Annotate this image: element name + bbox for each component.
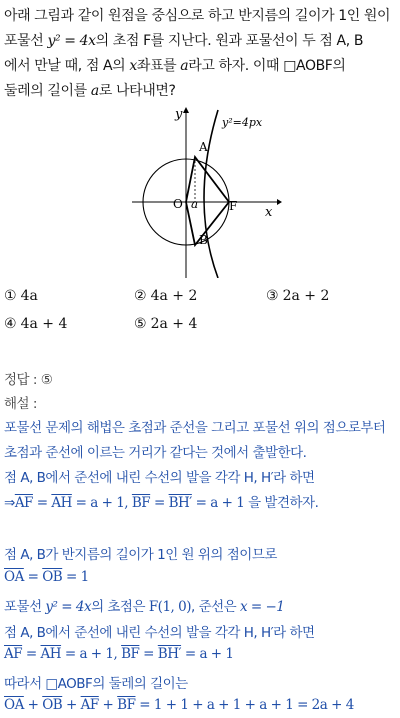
choice-5[interactable]: ⑤ 2a + 4 [134,316,198,332]
point-a-x-label: a [191,197,199,211]
solution-p2-line6: 따라서 □AOBF의 둘레의 길이는 [4,676,188,692]
solution-p1-line3: 점 A, B에서 준선에 내린 수선의 발을 각각 H, H′라 하면 [4,470,315,486]
question-text [4,4,398,104]
point-B-label: B [199,233,208,247]
choice-3[interactable]: ③ 2a + 2 [266,288,330,304]
solution-p2-line1: 점 A, B가 반지름의 길이가 1인 원 위의 점이므로 [4,547,277,563]
question-line-3: 에서 만날 때, 점 A의 x좌표를 a라고 하자. 이때 □AOBF의 [4,58,346,74]
choice-1[interactable]: ① 4a [4,288,38,304]
parabola-circle-figure [132,106,282,278]
solution-p1-line4: $\Rightarrow\overline{AF} = \overline{AH} = a + 1$, $\overline{BF} = BH' = a + 1$ 을 발견하자. [4,495,319,511]
solution-p2-line3: 포물선 y² = 4x의 초점은 F(1, 0), 준선은 x = −1 [4,599,285,615]
solution-heading: 해설 : [4,396,37,412]
choice-4[interactable]: ④ 4a + 4 [4,316,68,332]
solution-p2-line5: $\overline{AF} = \overline{AH} = a + 1$, $\overline{BF} = BH' = a + 1$ [4,646,234,662]
question-line-1: 아래 그림과 같이 원점을 중심으로 하고 반지름의 길이가 1인 원이 [4,8,391,24]
parabola-curve [204,110,218,278]
solution-p2-line2: $\overline{OA} = \overline{OB} = 1$ [4,569,89,585]
origin-label: O [173,197,183,211]
solution-p2-line4: 점 A, B에서 준선에 내린 수선의 발을 각각 H, H′라 하면 [4,625,315,641]
answer-line: 정답 : ⑤ [4,372,53,388]
solution-p1-line2: 초점과 준선에 이르는 거리가 같다는 것에서 출발한다. [4,445,307,461]
y-axis-arrow [183,107,189,113]
solution-p1-line1: 포물선 문제의 해법은 초점과 준선을 그리고 포물선 위의 점으로부터 [4,420,386,436]
choice-2[interactable]: ② 4a + 2 [134,288,198,304]
question-line-4: 둘레의 길이를 a로 나타내면? [4,83,176,99]
question-line-2: 포물선 y² = 4x의 초점 F를 지난다. 원과 포물선이 두 점 A, B [4,33,364,49]
point-F-label: F [229,199,238,213]
x-axis-label: x [265,205,273,220]
y-axis-label: y [175,107,183,122]
curve-label: y²=4px [222,116,263,129]
solution-p2-line7: $\overline{OA} + \overline{OB} + \overline{AF} + \overline{BF} = 1 + 1 + a + 1 + a + 1 = 2a + 4$ [4,697,354,713]
point-A-label: A [199,140,208,154]
x-axis-arrow [277,199,282,205]
